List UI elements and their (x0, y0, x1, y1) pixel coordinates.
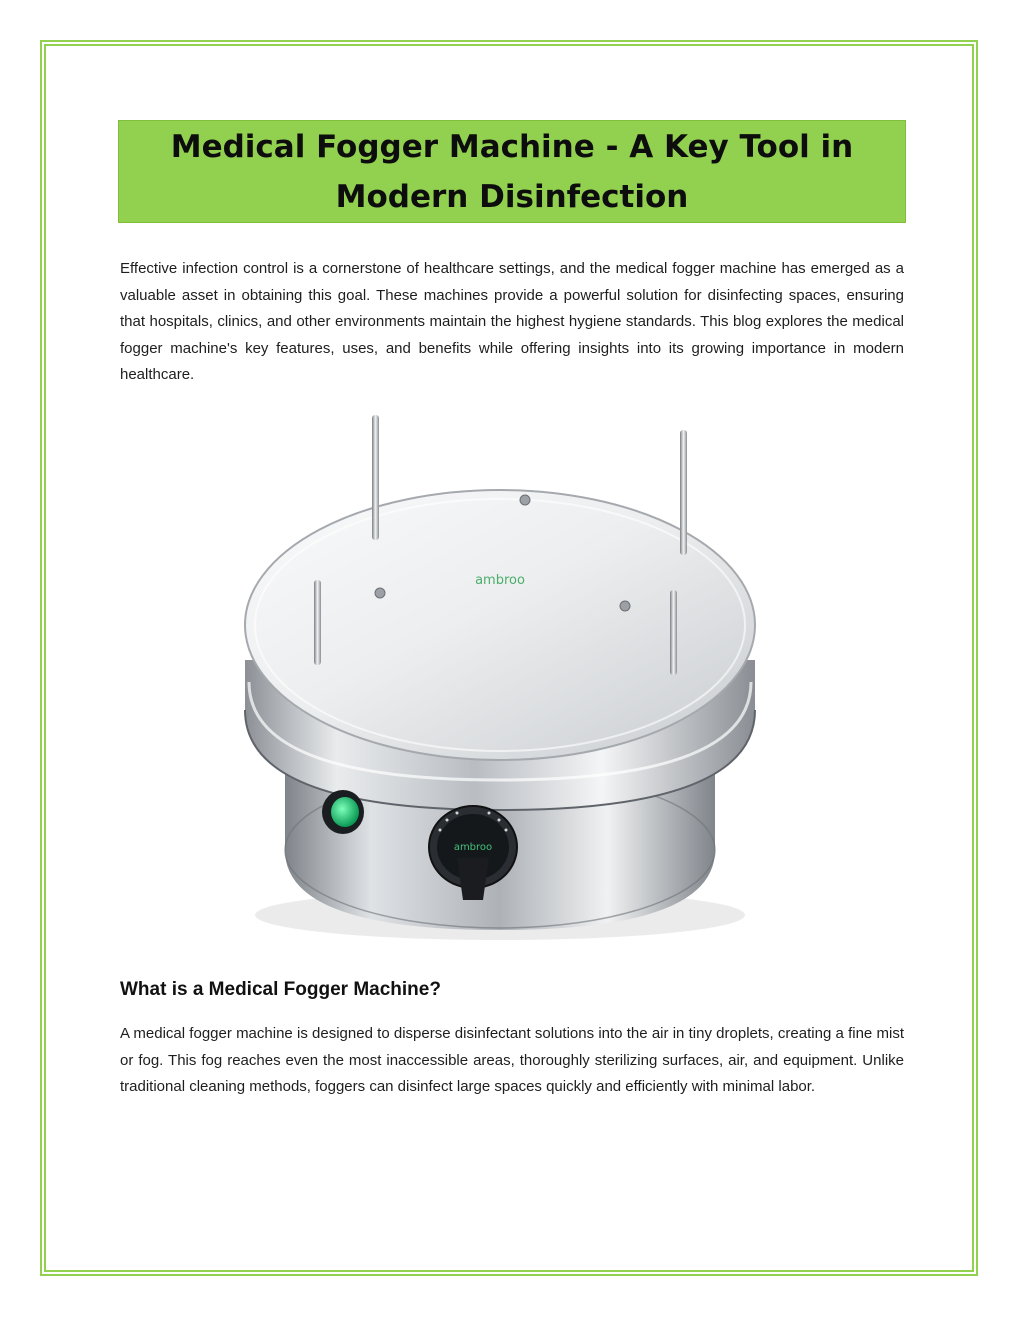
section-paragraph: A medical fogger machine is designed to disperse disinfectant solutions into the air in tiny droplets, creating a fine mist or fog. This fog reaches even the most inaccessible areas, thoroughly sterilizing surfaces, air, and equipment. Unlike traditional cleaning methods, foggers can disinfect large spaces quickly and efficiently with minimal labor. (120, 1025, 904, 1096)
title-banner (118, 120, 906, 223)
lid-logo: ambroo (475, 573, 525, 588)
dial-logo: ambroo (453, 842, 493, 853)
power-indicator-icon (331, 797, 359, 827)
page-title: Medical Fogger Machine - A Key Tool in Modern Disinfection (170, 128, 854, 215)
fogger-machine-image (225, 410, 785, 950)
section-heading: What is a Medical Fogger Machine? (120, 979, 441, 1000)
intro-paragraph: Effective infection control is a cornerstone of healthcare settings, and the medical fogger machine has emerged as a valuable asset in obtaining this goal. These machines provide a powerful solution for disinfecting spaces, ensuring that hospitals, clinics, and other environments maintain the highest hygiene standards. This blog explores the medical fogger machine's key features, uses, and benefits while offering insights into its growing importance in modern healthcare. (120, 260, 904, 384)
